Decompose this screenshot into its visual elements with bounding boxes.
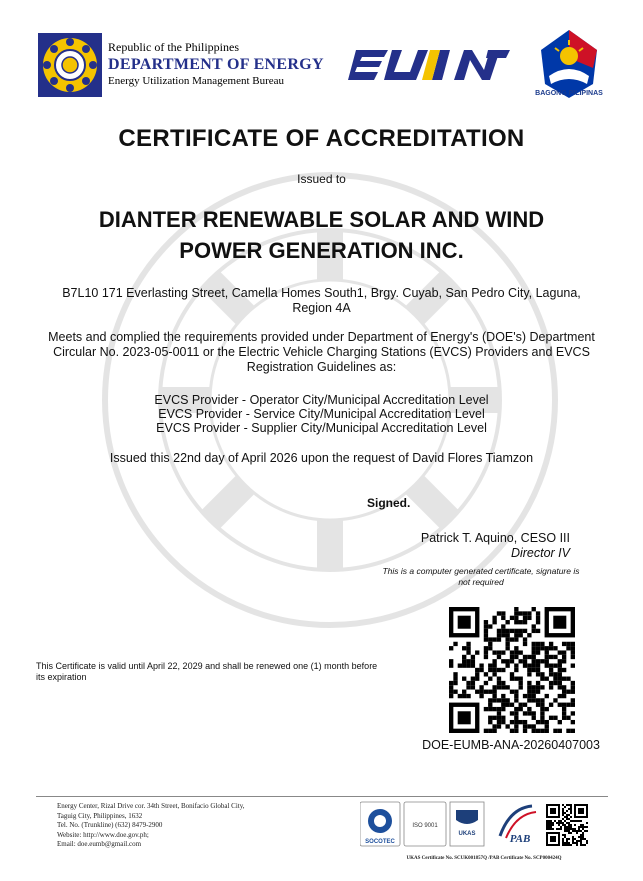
iso-badge-icon bbox=[404, 802, 446, 846]
footer-address-line: Email: doe.eumb@gmail.com bbox=[57, 840, 142, 848]
compliance-statement bbox=[30, 330, 613, 375]
compliance-line: Meets and complied the requirements provided under Department of Energy's (DOE's) Department bbox=[48, 330, 595, 344]
qr-code-icon bbox=[449, 607, 575, 733]
signatory-name: Patrick T. Aquino, CESO III bbox=[420, 531, 570, 545]
accreditation-level-item: EVCS Provider - Operator City/Municipal Accreditation Level bbox=[154, 393, 489, 407]
signature-note-line: not required bbox=[458, 577, 504, 587]
signatory-role: Director IV bbox=[510, 546, 570, 560]
validity-line: its expiration bbox=[36, 672, 87, 682]
signature-note bbox=[360, 566, 602, 588]
compliance-line: Circular No. 2023-05-0011 or the Electric Vehicle Charging Stations (EVCS) Providers and EVCS bbox=[53, 345, 590, 359]
validity-statement bbox=[36, 661, 426, 683]
eumb-logo-icon bbox=[348, 48, 510, 82]
company-name bbox=[40, 204, 603, 266]
ukas-label: UKAS bbox=[458, 831, 476, 837]
socotec-label: SOCOTEC bbox=[365, 839, 395, 845]
footer-divider bbox=[36, 796, 608, 797]
small-qr-code-icon bbox=[546, 804, 588, 846]
pab-label: PAB bbox=[509, 833, 531, 845]
footer-address-line: Taguig City, Philippines, 1632 bbox=[57, 811, 143, 820]
accreditation-levels bbox=[0, 393, 643, 435]
signature-note-line: This is a computer generated certificate, signature is bbox=[382, 566, 580, 576]
issuance-statement: Issued this 22nd day of April 2026 upon the request of David Flores Tiamzon bbox=[109, 451, 534, 465]
accreditation-note: UKAS Certificate No. SCUK001857Q /PAB Certificate No. SCP000424Q bbox=[406, 856, 562, 861]
signatory-block bbox=[370, 531, 570, 561]
bureau-name: Energy Utilization Management Bureau bbox=[108, 75, 285, 87]
ukas-badge-icon bbox=[450, 802, 484, 846]
signed-label: Signed. bbox=[367, 496, 411, 510]
footer-address bbox=[57, 802, 317, 850]
accreditation-level-item: EVCS Provider - Supplier City/Municipal Accreditation Level bbox=[156, 421, 487, 435]
company-name-line: DIANTER RENEWABLE SOLAR AND WIND bbox=[98, 207, 545, 232]
certificate-title: CERTIFICATE OF ACCREDITATION bbox=[118, 125, 525, 152]
pab-badge-icon bbox=[500, 806, 536, 845]
issued-to-label: Issued to bbox=[297, 172, 346, 186]
address-line: B7L10 171 Everlasting Street, Camella Homes South1, Brgy. Cuyab, San Pedro City, Laguna, bbox=[62, 286, 581, 300]
address-line: Region 4A bbox=[292, 301, 351, 315]
footer-address-line: Website: http://www.doe.gov.ph; bbox=[57, 830, 149, 839]
doe-seal-icon bbox=[38, 33, 102, 97]
header-text-block bbox=[108, 40, 348, 87]
footer-address-line: Tel. No. (Trunkline) (632) 8479-2900 bbox=[57, 821, 163, 829]
company-address bbox=[40, 286, 603, 316]
republic-label: Republic of the Philippines bbox=[108, 40, 239, 54]
socotec-badge-icon bbox=[360, 802, 400, 846]
certificate-id: DOE-EUMB-ANA-20260407003 bbox=[422, 738, 600, 752]
department-name: DEPARTMENT OF ENERGY bbox=[108, 56, 324, 73]
company-name-line: POWER GENERATION INC. bbox=[179, 238, 464, 263]
footer-address-line: Energy Center, Rizal Drive cor. 34th Street, Bonifacio Global City, bbox=[57, 802, 245, 810]
iso-label: ISO 9001 bbox=[412, 823, 438, 829]
accreditation-level-item: EVCS Provider - Service City/Municipal Accreditation Level bbox=[158, 407, 485, 421]
bagong-pilipinas-label: BAGONG PILIPINAS bbox=[535, 90, 603, 97]
validity-line: This Certificate is valid until April 22, 2029 and shall be renewed one (1) month before bbox=[36, 661, 378, 671]
certification-badges bbox=[360, 800, 608, 860]
compliance-line: Registration Guidelines as: bbox=[246, 360, 397, 374]
